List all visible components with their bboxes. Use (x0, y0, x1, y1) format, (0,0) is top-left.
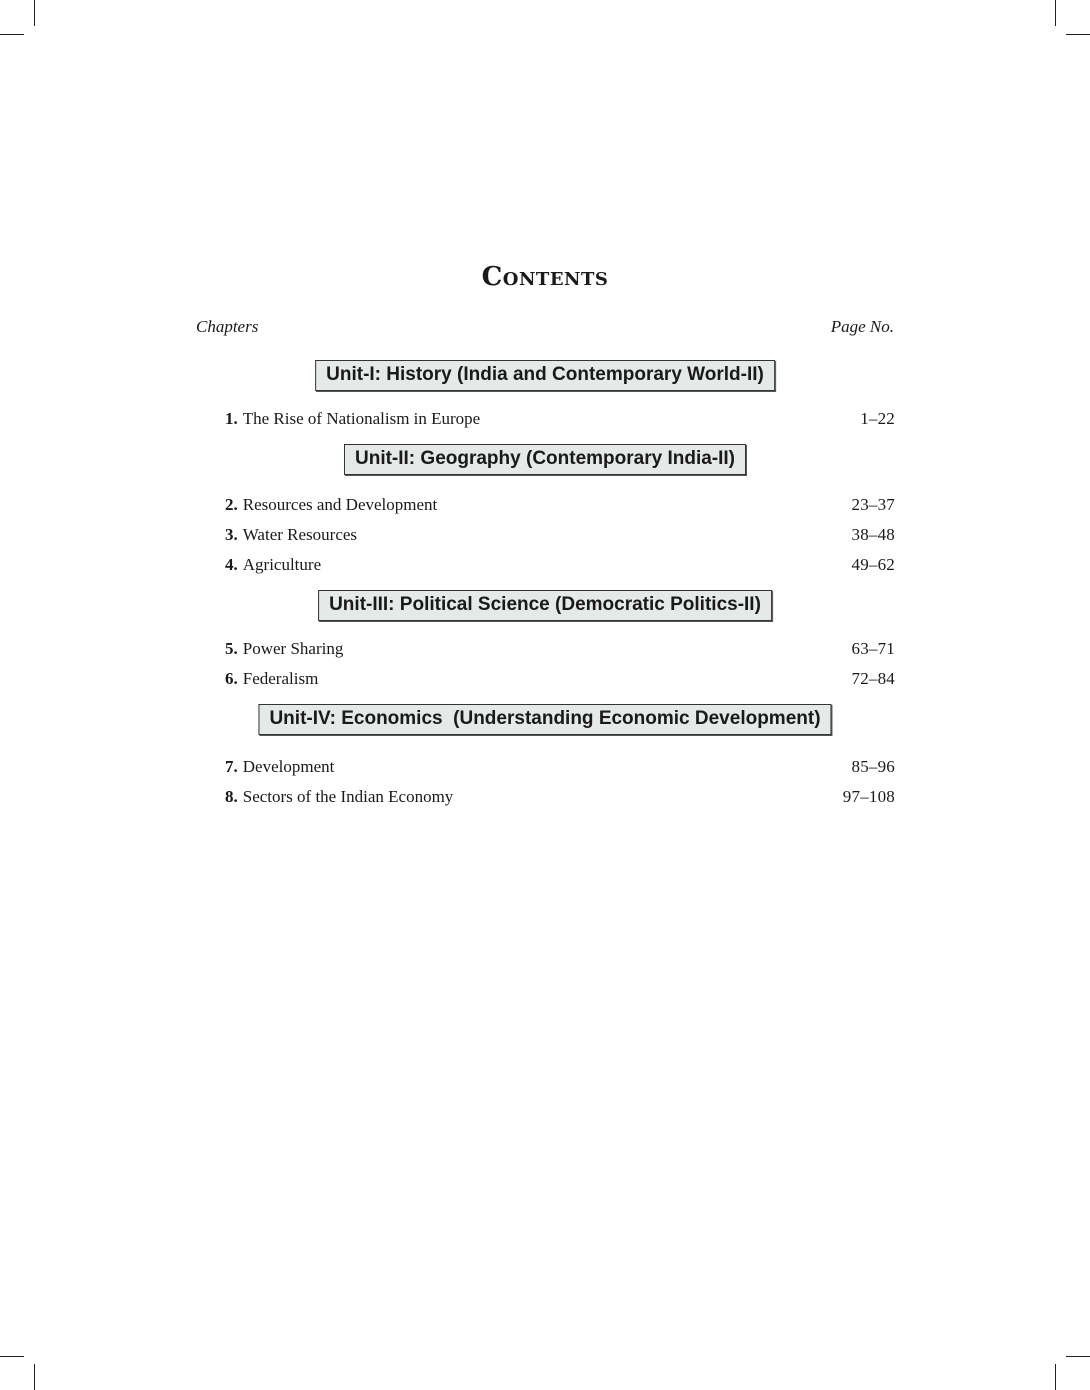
crop-mark-bottom-left-vertical (34, 1364, 35, 1390)
column-headers (196, 317, 894, 337)
toc-entry-title-group (225, 787, 453, 807)
chapter-pages: 38–48 (851, 525, 895, 544)
chapter-title: The Rise of Nationalism in Europe (242, 409, 481, 428)
toc-entry-title-group (225, 525, 357, 545)
crop-mark-top-left-vertical (34, 0, 35, 26)
crop-mark-bottom-left-horizontal (0, 1356, 24, 1357)
page-number-column-label: Page No. (830, 317, 894, 336)
toc-entry[interactable] (225, 669, 895, 689)
chapter-title: Federalism (242, 669, 319, 688)
chapter-number: 3. (225, 525, 238, 544)
crop-mark-top-left-horizontal (0, 34, 24, 35)
chapter-title: Water Resources (242, 525, 358, 544)
chapter-title: Sectors of the Indian Economy (242, 787, 454, 806)
chapter-number: 5. (225, 639, 238, 658)
toc-entry-title-group (225, 757, 334, 777)
toc-entry-title-group (225, 409, 480, 429)
toc-entry-title-group (225, 639, 343, 659)
chapter-pages: 85–96 (851, 757, 895, 776)
chapter-pages: 1–22 (860, 409, 895, 428)
crop-mark-bottom-right-vertical (1055, 1364, 1056, 1390)
chapter-pages: 72–84 (851, 669, 895, 688)
toc-entry[interactable] (225, 639, 895, 659)
chapter-title: Development (242, 757, 335, 776)
chapter-title: Agriculture (242, 555, 322, 574)
unit-heading-political-science: Unit-III: Political Science (Democratic Politics-II) (318, 590, 772, 621)
toc-entry-title-group (225, 669, 318, 689)
chapter-number: 6. (225, 669, 238, 688)
chapter-number: 4. (225, 555, 238, 574)
chapter-pages: 49–62 (851, 555, 895, 574)
chapter-pages: 63–71 (851, 639, 895, 658)
crop-mark-top-right-vertical (1055, 0, 1056, 26)
toc-entry[interactable] (225, 787, 895, 807)
chapters-column-label: Chapters (196, 317, 259, 336)
toc-entry-title-group (225, 495, 437, 515)
unit-heading-geography: Unit-II: Geography (Contemporary India-II) (344, 444, 746, 475)
chapter-number: 8. (225, 787, 238, 806)
toc-entry-title-group (225, 555, 321, 575)
crop-mark-top-right-horizontal (1066, 34, 1090, 35)
chapter-number: 1. (225, 409, 238, 428)
crop-mark-bottom-right-horizontal (1066, 1356, 1090, 1357)
chapter-number: 2. (225, 495, 238, 514)
toc-entry[interactable] (225, 555, 895, 575)
toc-entry[interactable] (225, 757, 895, 777)
chapter-number: 7. (225, 757, 238, 776)
page-title: Contents (481, 262, 609, 292)
toc-entry[interactable] (225, 525, 895, 545)
chapter-pages: 23–37 (851, 495, 895, 514)
chapter-title: Resources and Development (242, 495, 438, 514)
toc-entry[interactable] (225, 495, 895, 515)
chapter-title: Power Sharing (242, 639, 344, 658)
unit-heading-economics: Unit-IV: Economics (Understanding Economic Development) (258, 704, 831, 735)
chapter-pages: 97–108 (842, 787, 895, 806)
unit-heading-history: Unit-I: History (India and Contemporary World-II) (315, 360, 775, 391)
toc-entry[interactable] (225, 409, 895, 429)
